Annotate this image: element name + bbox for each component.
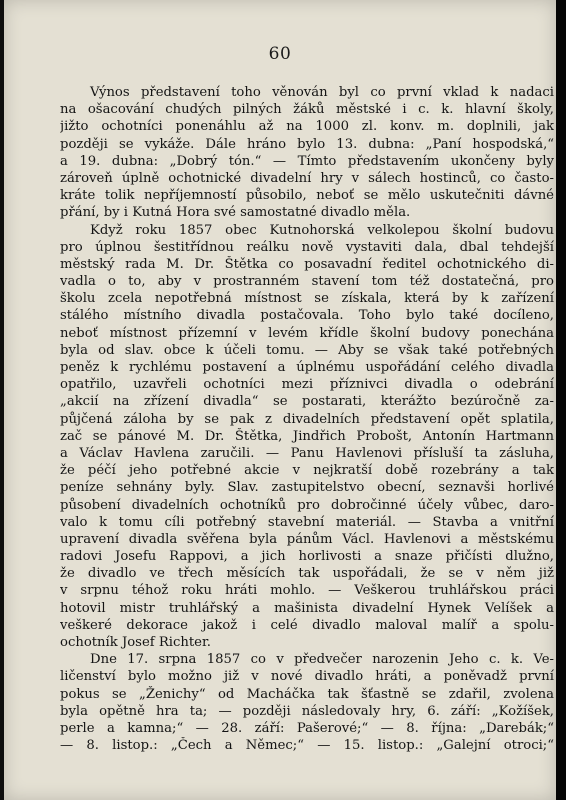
text-line: Výnos představení toho věnován byl co první vklad k nadaci <box>90 85 554 100</box>
paragraph <box>60 222 554 652</box>
text-line: půjčená záloha by se pak z divadelních představení opět splatila, <box>60 411 554 427</box>
text-line: že péčí jeho potřebné akcie v nejkratší době rozebrány a tak <box>60 463 554 479</box>
paragraph <box>60 84 554 222</box>
text-line: ličenství bylo možno již v nové divadlo hráti, a poněvadž první <box>60 669 554 685</box>
text-line: přání, by i Kutná Hora své samostatné divadlo měla. <box>60 205 411 221</box>
text-line: kráte tolik nepříjemností působilo, neboť se mělo uskutečniti dávné <box>60 188 554 204</box>
text-line: peněz k rychlému postavení a úplnému uspořádání celého divadla <box>60 360 554 375</box>
text-line: na ošacování chudých pilných žáků městské i c. k. hlavní školy, <box>60 102 554 118</box>
text-line: hotovil mistr truhlářský a mašinista divadelní Hynek Velíšek a <box>60 600 554 616</box>
text-line: valo k tomu cíli potřebný stavební materiál. — Stavba a vnitřní <box>60 514 554 530</box>
text-line: ochotník Josef Richter. <box>60 635 211 650</box>
book-page <box>4 0 556 800</box>
text-line: perle a kamna;“ — 28. září: Pašerové;“ — 8. října: „Darebák;“ <box>60 720 554 736</box>
text-line: že divadlo ve třech měsících tak uspořádali, že se v něm již <box>60 566 554 582</box>
text-line: opatřilo, uzavřeli ochotníci mezi příznivci divadla o odebrání <box>60 377 554 393</box>
scan-border <box>556 0 566 800</box>
text-line: Když roku 1857 obec Kutnohorská velkolepou školní budovu <box>90 222 554 238</box>
text-line: městský rada M. Dr. Štětka co posavadní ředitel ochotnického di- <box>60 256 554 272</box>
text-line: byla opětně hra ta; — později následovaly hry, 6. září: „Kožíšek, <box>60 703 554 719</box>
text-line: radovi Josefu Rappovi, a jich horlivosti a snaze přičísti dlužno, <box>60 549 554 565</box>
text-line: a 19. dubna: „Dobrý tón.“ — Tímto představením ukončeny byly <box>60 153 554 169</box>
text-line: byla od slav. obce k účeli tomu. — Aby se však také potřebných <box>60 342 554 358</box>
text-line: a Václav Havlena zaručili. — Panu Havlenovi přísluší ta zásluha, <box>60 445 554 461</box>
text-line: pro úplnou šestitřídnou reálku nově vystaviti dala, dbal tehdejší <box>60 239 554 255</box>
text-line: jižto ochotníci ponenáhlu až na 1000 zl. konv. m. doplnili, jak <box>60 119 554 135</box>
text-line: upravení divadla svěřena byla pánům Václ. Havlenovi a městskému <box>60 531 554 547</box>
paragraph <box>60 651 554 754</box>
text-line: zač se pánové M. Dr. Štětka, Jindřich Probošt, Antonín Hartmann <box>60 428 554 444</box>
body-text <box>60 84 554 754</box>
text-line: Dne 17. srpna 1857 co v předvečer narozenin Jeho c. k. Ve- <box>90 652 554 668</box>
text-line: působení divadelních ochotníků pro dobročinné účely vůbec, daro- <box>60 497 554 513</box>
text-line: stálého místního divadla postačovala. Toho bylo také docíleno, <box>60 308 554 324</box>
text-line: „akcií na zřízení divadla“ se postarati, kterážto bezúročně za- <box>60 394 554 410</box>
text-line: v srpnu téhož roku hráti mohlo. — Veškerou truhlářskou práci <box>60 583 554 599</box>
text-line: vadla o to, aby v prostranném stavení tom též dostatečná, pro <box>60 274 554 290</box>
text-line: veškeré dekorace jakož i celé divadlo maloval malíř a spolu- <box>60 617 554 633</box>
text-line: pokus se „Ženichy“ od Macháčka tak šťastně se zdařil, zvolena <box>60 686 554 702</box>
page-number: 60 <box>268 44 292 64</box>
text-line: peníze sehnány byly. Slav. zastupitelstvo obecní, seznavši horlivé <box>60 480 554 496</box>
text-line: zároveň úplně ochotnické divadelní hry v sálech hostinců, co často- <box>60 170 554 186</box>
text-line: později se vykáže. Dále hráno bylo 13. dubna: „Paní hospodská,“ <box>60 136 554 152</box>
text-line: neboť místnost přízemní v levém křídle školní budovy ponechána <box>60 325 554 341</box>
text-line: školu zcela nepotřebná místnost se získala, která by k zařízení <box>60 291 554 307</box>
text-line: — 8. listop.: „Čech a Němec;“ — 15. listop.: „Galejní otroci;“ <box>60 738 554 754</box>
